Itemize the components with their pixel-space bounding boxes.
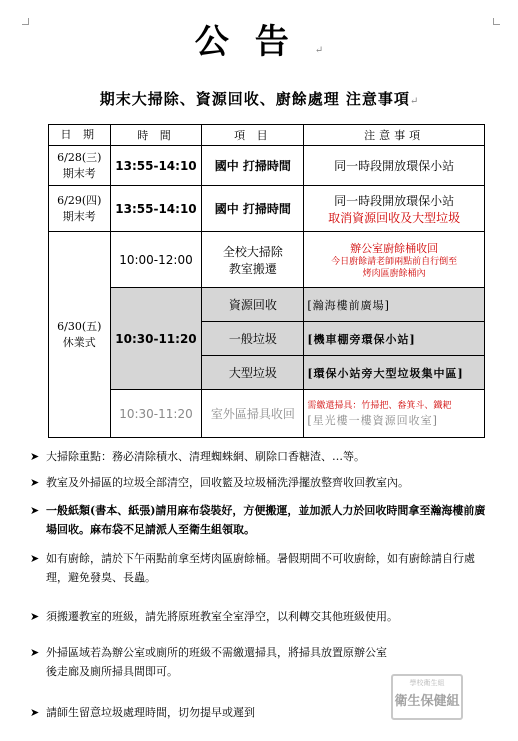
bullet-arrow-icon: ➤	[30, 706, 40, 719]
note-cell	[304, 186, 485, 232]
official-seal-stamp	[391, 674, 463, 720]
note-text: [瀚海樓前廣場]	[307, 298, 390, 312]
schedule-table	[48, 124, 485, 438]
note-text: [環保小站旁大型垃圾集中區]	[307, 366, 464, 380]
bullet-arrow-icon: ➤	[30, 552, 40, 565]
note-cell	[304, 288, 485, 322]
note-text: [星光樓一樓資源回收室]	[307, 413, 438, 427]
page-subtitle: 期末大掃除、資源回收、廚餘處理 注意事項↵	[99, 90, 419, 108]
bullet-arrow-icon: ➤	[30, 504, 40, 517]
note-red-text: 需繳還掃具：竹掃把、畚箕斗、鐵耙	[307, 400, 452, 411]
date-text: 6/30(五)	[57, 319, 102, 333]
date-sub: 休業式	[62, 335, 96, 349]
item-cell: 大型垃圾	[202, 356, 304, 390]
table-row	[49, 146, 485, 186]
date-text: 6/29(四)	[57, 193, 102, 207]
date-text: 6/28(三)	[57, 150, 102, 164]
table-row	[49, 288, 485, 322]
table-row	[49, 232, 485, 288]
time-cell: 10:00-12:00	[110, 232, 202, 288]
header-item: 項 目	[202, 125, 304, 146]
bullet-arrow-icon: ➤	[30, 476, 40, 489]
time-cell: 13:55-14:10	[110, 186, 202, 232]
page-title: 公告↵	[194, 22, 324, 62]
item-cell: 國中 打掃時間	[202, 146, 304, 186]
note-text: [機車棚旁環保小站]	[307, 332, 416, 346]
note-cell	[304, 390, 485, 438]
header-note: 注意事項	[304, 125, 485, 146]
date-cell	[49, 186, 111, 232]
item-cell	[202, 232, 304, 288]
time-cell: 10:30-11:20	[110, 288, 202, 390]
note-cell	[304, 356, 485, 390]
date-sub: 期末考	[62, 209, 96, 223]
note-cell	[304, 322, 485, 356]
table-row	[49, 390, 485, 438]
item-cell: 一般垃圾	[202, 322, 304, 356]
note-cell	[304, 232, 485, 288]
item-text: 全校大掃除	[222, 244, 283, 259]
bullet-arrow-icon: ➤	[30, 610, 40, 623]
time-cell: 13:55-14:10	[110, 146, 202, 186]
note-red-text: 今日廚餘請老師兩點前自行倒至	[331, 256, 458, 267]
bullet-arrow-icon: ➤	[30, 646, 40, 659]
table-row	[49, 186, 485, 232]
item-cell: 室外區掃具收回	[202, 390, 304, 438]
date-cell	[49, 232, 111, 438]
note-red-text: 辦公室廚餘桶收回	[350, 241, 439, 255]
note-text: 同一時段開放環保小站	[334, 193, 455, 208]
table-header-row	[49, 125, 485, 146]
header-date: 日 期	[49, 125, 111, 146]
item-cell: 資源回收	[202, 288, 304, 322]
bullet-arrow-icon: ➤	[30, 450, 40, 463]
item-cell: 國中 打掃時間	[202, 186, 304, 232]
note-cell: 同一時段開放環保小站	[304, 146, 485, 186]
stamp-main-text: 衛生保健組	[394, 694, 460, 709]
note-red-text: 取消資源回收及大型垃圾	[328, 210, 461, 225]
time-cell: 10:30-11:20	[110, 390, 202, 438]
date-sub: 期末考	[62, 166, 96, 180]
stamp-top-text: 學校衛生組	[409, 679, 445, 687]
item-sub: 教室搬遷	[228, 261, 277, 276]
note-red-text: 烤肉區廚餘桶內	[362, 268, 426, 279]
date-cell	[49, 146, 111, 186]
header-time: 時 間	[110, 125, 202, 146]
